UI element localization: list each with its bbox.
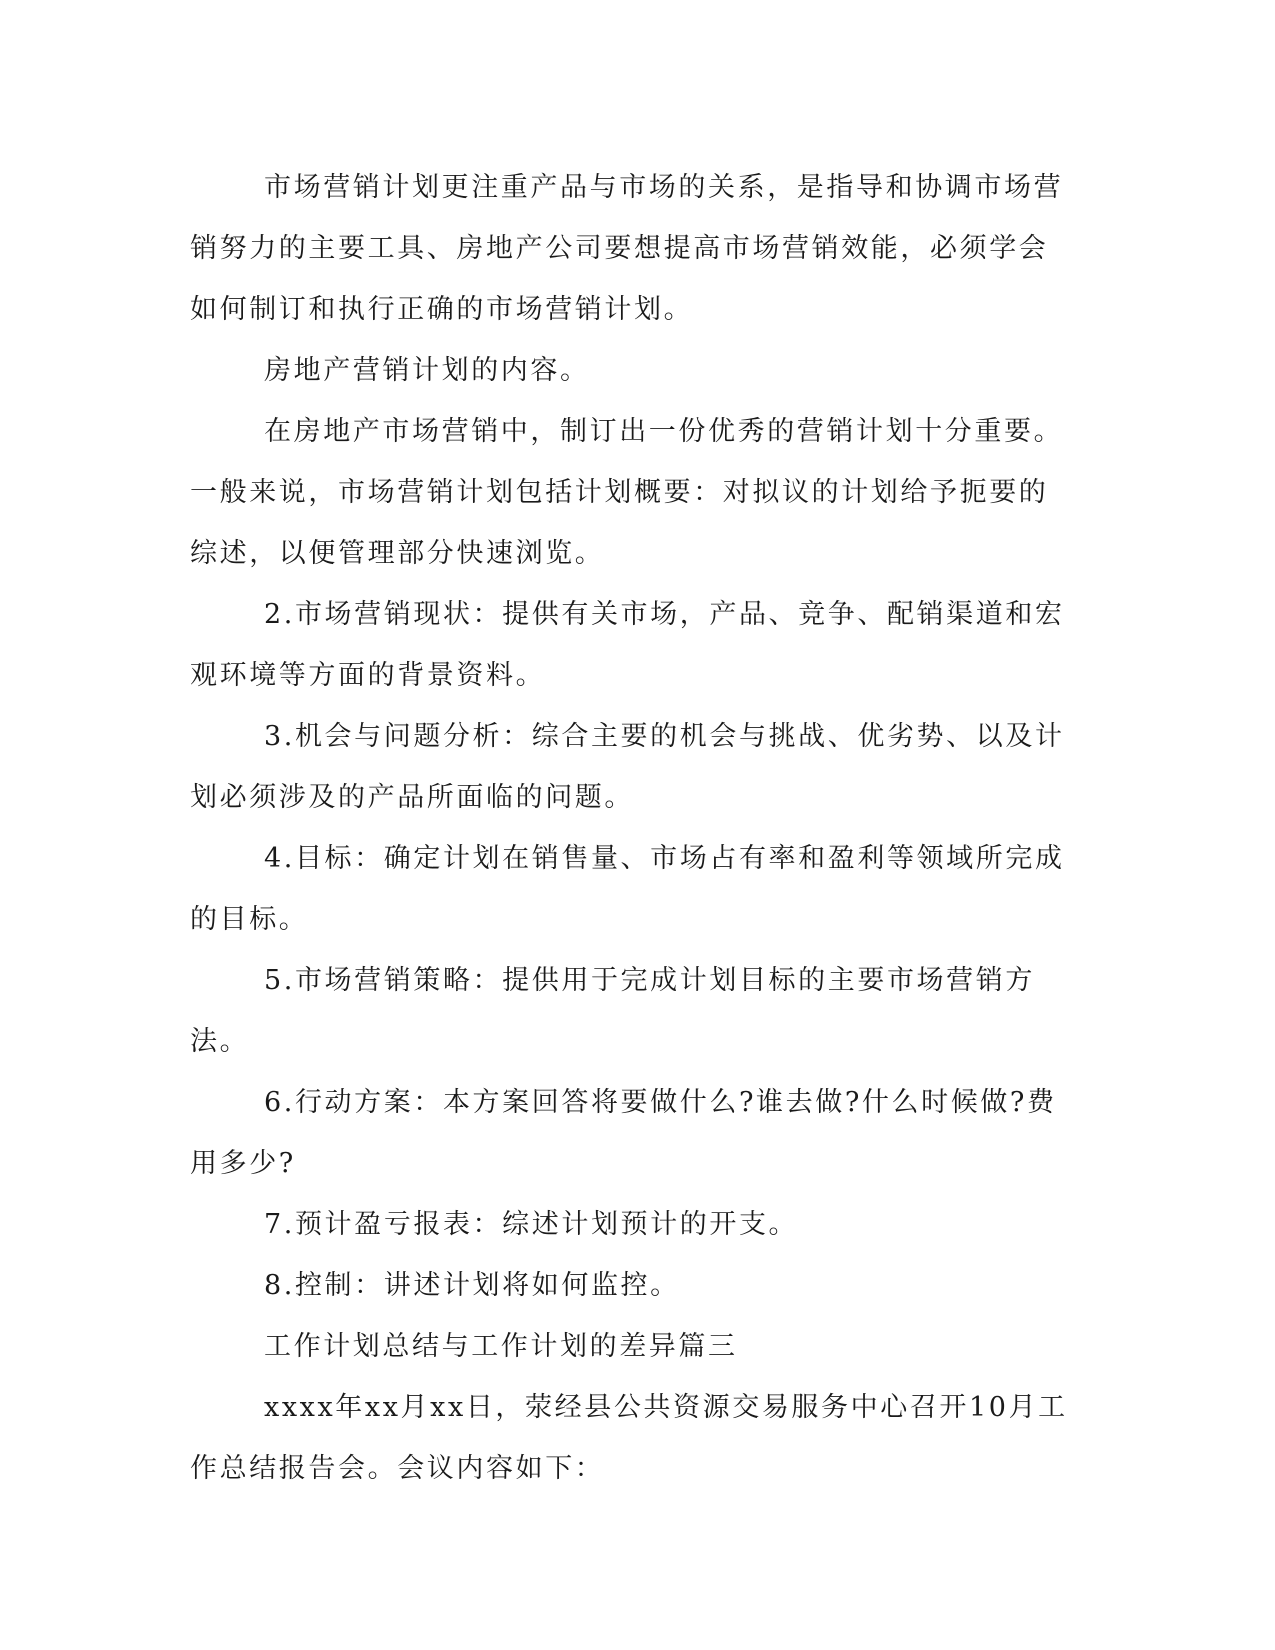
paragraph-item-7-profit-loss: 7.预计盈亏报表：综述计划预计的开支。 <box>264 1209 799 1240</box>
section-heading-part-three: 工作计划总结与工作计划的差异篇三 <box>264 1331 738 1362</box>
paragraph-item-5-strategy: 5.市场营销策略：提供用于完成计划目标的主要市场营销方法。 <box>190 965 1035 1057</box>
document-body <box>190 157 1070 1499</box>
paragraph-plan-contents-heading: 房地产营销计划的内容。 <box>264 355 590 386</box>
paragraph-plan-summary: 在房地产市场营销中，制订出一份优秀的营销计划十分重要。一般来说，市场营销计划包括计划概要：对拟议的计划给予扼要的综述，以便管理部分快速浏览。 <box>190 416 1064 569</box>
paragraph-item-8-control: 8.控制：讲述计划将如何监控。 <box>264 1270 680 1301</box>
paragraph-item-4-objectives: 4.目标：确定计划在销售量、市场占有率和盈利等领域所完成的目标。 <box>190 843 1065 935</box>
paragraph-item-3-opportunity-analysis: 3.机会与问题分析：综合主要的机会与挑战、优劣势、以及计划必须涉及的产品所面临的问题。 <box>190 721 1065 813</box>
paragraph-meeting-report: xxxx年xx月xx日，荥经县公共资源交易服务中心召开10月工作总结报告会。会议内容如下： <box>190 1392 1068 1484</box>
paragraph-item-2-market-status: 2.市场营销现状：提供有关市场，产品、竞争、配销渠道和宏观环境等方面的背景资料。 <box>190 599 1065 691</box>
paragraph-item-6-action-plan: 6.行动方案：本方案回答将要做什么?谁去做?什么时候做?费用多少? <box>190 1087 1057 1179</box>
paragraph-marketing-plan-intro: 市场营销计划更注重产品与市场的关系，是指导和协调市场营销努力的主要工具、房地产公司要想提高市场营销效能，必须学会如何制订和执行正确的市场营销计划。 <box>190 172 1064 325</box>
